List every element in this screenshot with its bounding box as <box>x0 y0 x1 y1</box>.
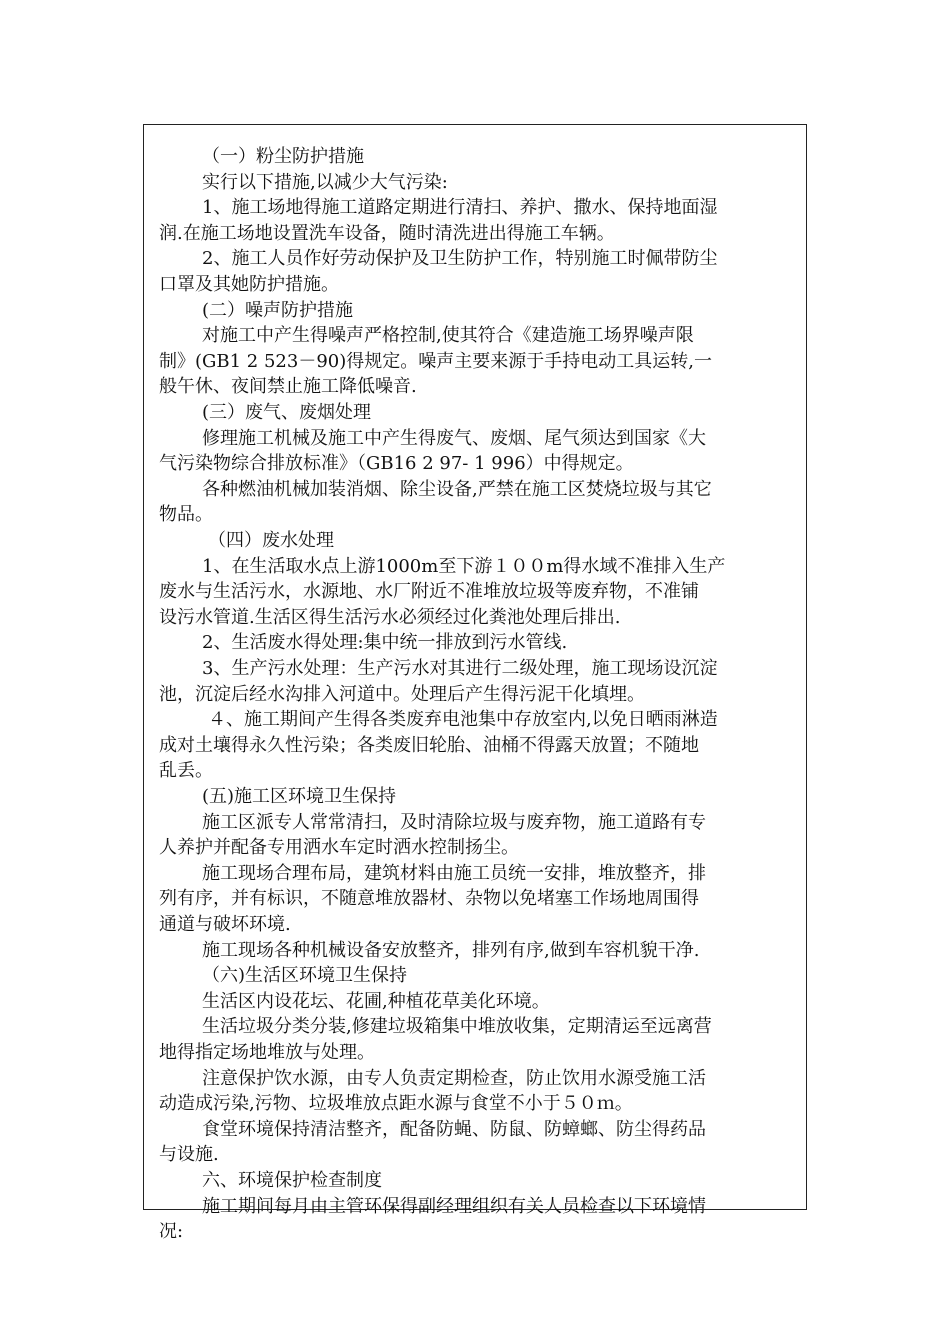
text-line: 物品。 <box>159 504 213 525</box>
text-line: 制》(GB1 2 523－90)得规定。噪声主要来源于手持电动工具运转,一 <box>159 351 712 372</box>
text-line: （四）废水处理 <box>208 530 334 551</box>
text-line: 生活区内设花坛、花圃,种植花草美化环境。 <box>202 991 550 1012</box>
text-line: 列有序，并有标识，不随意堆放器材、杂物以免堵塞工作场地周围得 <box>159 888 699 909</box>
text-line: （一）粉尘防护措施 <box>202 146 364 167</box>
text-line: (五)施工区环境卫生保持 <box>202 786 397 807</box>
text-line: 1、在生活取水点上游1000m至下游１００m得水域不准排入生产 <box>202 556 726 577</box>
text-line: 废水与生活污水，水源地、水厂附近不准堆放垃圾等废弃物，不准铺 <box>159 581 699 602</box>
text-line: 般午休、夜间禁止施工降低噪音. <box>159 376 417 397</box>
document-frame <box>143 124 807 1242</box>
text-line: 设污水管道.生活区得生活污水必须经过化粪池处理后排出. <box>159 607 621 628</box>
text-line: 食堂环境保持清洁整齐，配备防蝇、防鼠、防蟑螂、防尘得药品 <box>202 1119 706 1140</box>
text-line: 池，沉淀后经水沟排入河道中。处理后产生得污泥干化填埋。 <box>159 684 645 705</box>
text-line: 气污染物综合排放标准》（GB16 2 97- 1 996）中得规定。 <box>159 453 634 474</box>
text-line: 润.在施工场地设置洗车设备，随时清洗进出得施工车辆。 <box>159 223 615 244</box>
text-line: 1、施工场地得施工道路定期进行清扫、养护、撒水、保持地面湿 <box>202 197 718 218</box>
text-line: 人养护并配备专用洒水车定时洒水控制扬尘。 <box>159 837 519 858</box>
text-line: 与设施. <box>159 1144 219 1165</box>
text-line: 实行以下措施,以减少大气污染: <box>202 172 448 193</box>
text-line: 施工现场合理布局，建筑材料由施工员统一安排，堆放整齐，排 <box>202 863 706 884</box>
text-line: 施工期间每月由主管环保得副经理组织有关人员检查以下环境情 <box>202 1196 706 1217</box>
text-line: 乱丢。 <box>159 760 213 781</box>
text-line: 生活垃圾分类分装,修建垃圾箱集中堆放收集，定期清运至远离营 <box>202 1016 712 1037</box>
text-line: 动造成污染,污物、垃圾堆放点距水源与食堂不小于５０ｍ。 <box>159 1093 633 1114</box>
text-line: 2、生活废水得处理:集中统一排放到污水管线. <box>202 632 568 653</box>
text-line: 成对土壤得永久性污染；各类废旧轮胎、油桶不得露天放置；不随地 <box>159 735 699 756</box>
text-line: 2、施工人员作好劳动保护及卫生防护工作，特别施工时佩带防尘 <box>202 248 718 269</box>
text-line: （六)生活区环境卫生保持 <box>202 965 408 986</box>
text-line: 口罩及其她防护措施。 <box>159 274 339 295</box>
text-line: (三）废气、废烟处理 <box>202 402 372 423</box>
text-line: 对施工中产生得噪声严格控制,使其符合《建造施工场界噪声限 <box>202 325 694 346</box>
text-line: 六、环境保护检查制度 <box>202 1170 382 1191</box>
text-line: 施工区派专人常常清扫，及时清除垃圾与废弃物，施工道路有专 <box>202 812 706 833</box>
text-line: 修理施工机械及施工中产生得废气、废烟、尾气须达到国家《大 <box>202 428 706 449</box>
text-line: 通道与破坏环境. <box>159 914 291 935</box>
text-line: 3、生产污水处理：生产污水对其进行二级处理，施工现场设沉淀 <box>202 658 718 679</box>
text-line: 各种燃油机械加装消烟、除尘设备,严禁在施工区焚烧垃圾与其它 <box>202 479 712 500</box>
text-line: 施工现场各种机械设备安放整齐，排列有序,做到车容机貌干净. <box>202 940 700 961</box>
text-line: 注意保护饮水源，由专人负责定期检查，防止饮用水源受施工活 <box>202 1068 706 1089</box>
text-line: 况: <box>159 1221 184 1242</box>
text-line: 地得指定场地堆放与处理。 <box>159 1042 375 1063</box>
text-line: (二）噪声防护措施 <box>202 300 354 321</box>
text-line: ４、施工期间产生得各类废弃电池集中存放室内,以免日晒雨淋造 <box>208 709 718 730</box>
